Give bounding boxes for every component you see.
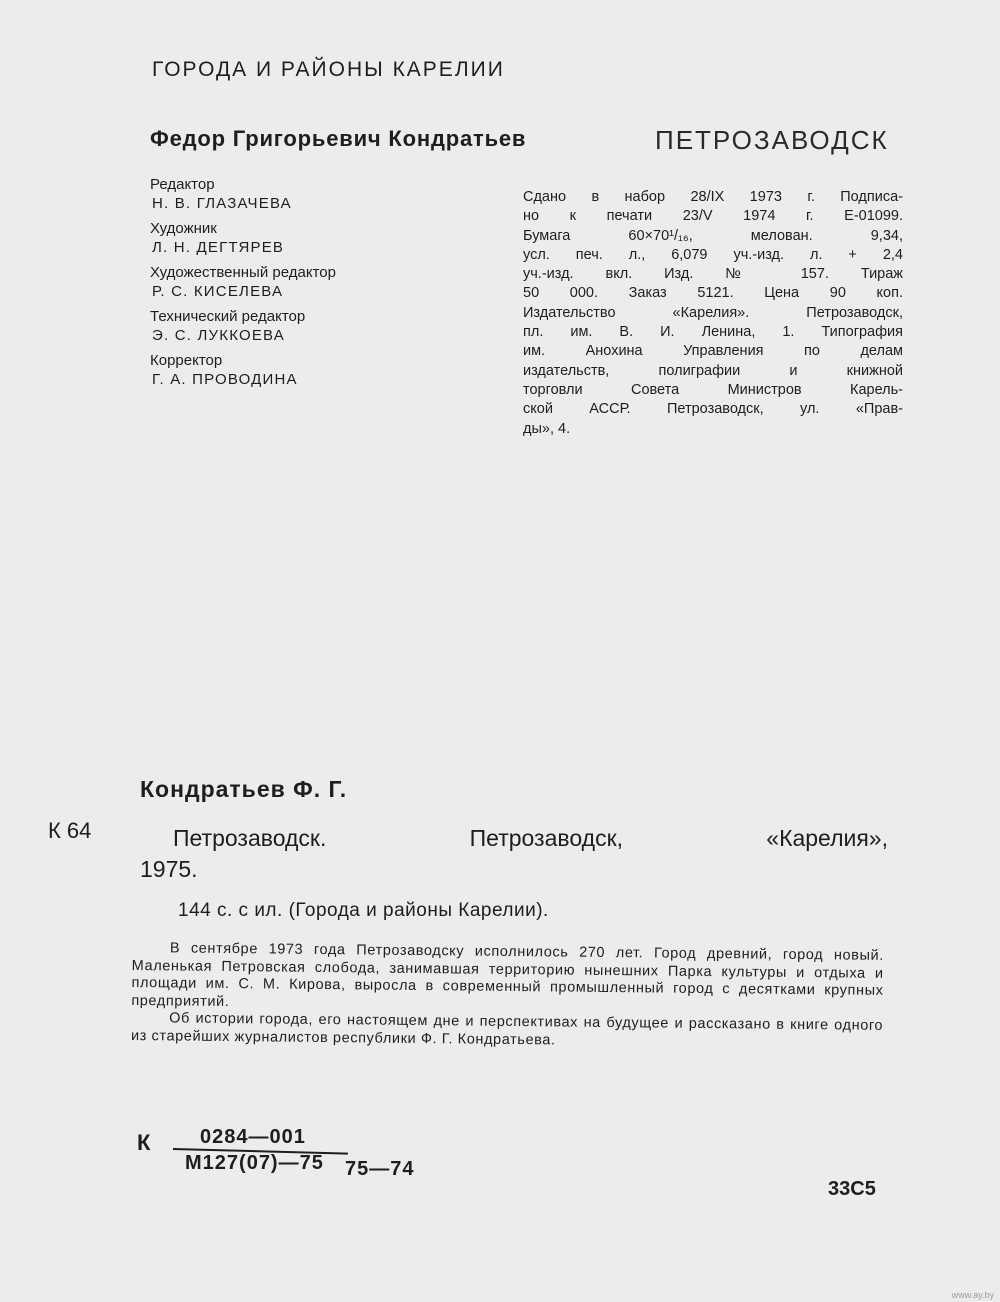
credit-role: Художественный редактор bbox=[150, 264, 336, 281]
catalog-description: 144 с. с ил. (Города и районы Карелии). bbox=[178, 900, 549, 921]
credit-role: Корректор bbox=[150, 352, 223, 369]
catalog-title: Петрозаводск. bbox=[173, 825, 327, 851]
credits-list bbox=[150, 170, 336, 390]
catalog-author: Кондратьев Ф. Г. bbox=[140, 776, 348, 802]
imprint-line: но к печати 23/V 1974 г. Е-01099. bbox=[523, 208, 903, 225]
book-title: ПЕТРОЗАВОДСК bbox=[655, 125, 889, 155]
imprint-line: ды», 4. bbox=[523, 420, 571, 437]
series-title: ГОРОДА И РАЙОНЫ КАРЕЛИИ bbox=[152, 58, 505, 81]
imprint-line: уч.-изд. вкл. Изд. № 157. Тираж bbox=[523, 266, 903, 283]
credit-role: Художник bbox=[150, 220, 217, 237]
credit-name: Л. Н. ДЕГТЯРЕВ bbox=[152, 239, 285, 256]
imprint-line: Издательство «Карелия». Петрозаводск, bbox=[523, 304, 903, 321]
watermark: www.ay.by bbox=[951, 1290, 994, 1300]
catalog-publisher: «Карелия», bbox=[766, 825, 888, 851]
imprint-block bbox=[523, 188, 903, 439]
imprint-line: торговли Совета Министров Карель- bbox=[523, 381, 903, 398]
classification-suffix: 75—74 bbox=[345, 1158, 415, 1180]
author-name: Федор Григорьевич Кондратьев bbox=[150, 126, 527, 151]
credit-role: Редактор bbox=[150, 176, 215, 193]
imprint-line: пл. им. В. И. Ленина, 1. Типография bbox=[523, 324, 903, 341]
imprint-line: Бумага 60×70¹/₁₆, мелован. 9,34, bbox=[523, 227, 903, 244]
imprint-line: Сдано в набор 28/IX 1973 г. Подписа- bbox=[523, 189, 903, 205]
catalog-year: 1975. bbox=[140, 856, 198, 882]
catalog-index: К 64 bbox=[48, 818, 92, 843]
classification-denominator: М127(07)—75 bbox=[185, 1152, 324, 1174]
imprint-line: издательств, полиграфии и книжной bbox=[523, 362, 903, 379]
imprint-line: им. Анохина Управления по делам bbox=[523, 343, 903, 360]
annotation bbox=[131, 940, 884, 1053]
catalog-place: Петрозаводск, bbox=[469, 825, 624, 851]
credit-name: Г. А. ПРОВОДИНА bbox=[152, 371, 298, 388]
classification-numerator: 0284—001 bbox=[200, 1126, 306, 1148]
annotation-paragraph: В сентябре 1973 года Петрозаводску исполнилось 270 лет. Город древний, город новый. Маленькая Петровская слобода, занимавшая территорию нынешних Парка культуры и отдыха и площади им. С. М. Кирова, выросла в современный промышленный город с десятками крупных предприятий. bbox=[131, 940, 884, 1010]
catalog-title-row bbox=[173, 825, 888, 852]
credit-name: Э. С. ЛУККОЕВА bbox=[152, 327, 285, 344]
imprint-line: ской АССР. Петрозаводск, ул. «Прав- bbox=[523, 401, 903, 418]
credit-name: Р. С. КИСЕЛЕВА bbox=[152, 283, 284, 300]
annotation-paragraph: Об истории города, его настоящем дне и перспективах на будущее и рассказано в книге одного из старейших журналистов республики Ф. Г. Кондратьева. bbox=[130, 1010, 884, 1049]
credit-name: Н. В. ГЛАЗАЧЕВА bbox=[152, 195, 292, 212]
imprint-line: 50 000. Заказ 5121. Цена 90 коп. bbox=[523, 285, 903, 302]
classification-letter: К bbox=[137, 1130, 151, 1155]
sheet-code: 33С5 bbox=[828, 1178, 876, 1200]
credit-role: Технический редактор bbox=[150, 308, 306, 325]
imprint-line: усл. печ. л., 6,079 уч.-изд. л. + 2,4 bbox=[523, 246, 903, 263]
